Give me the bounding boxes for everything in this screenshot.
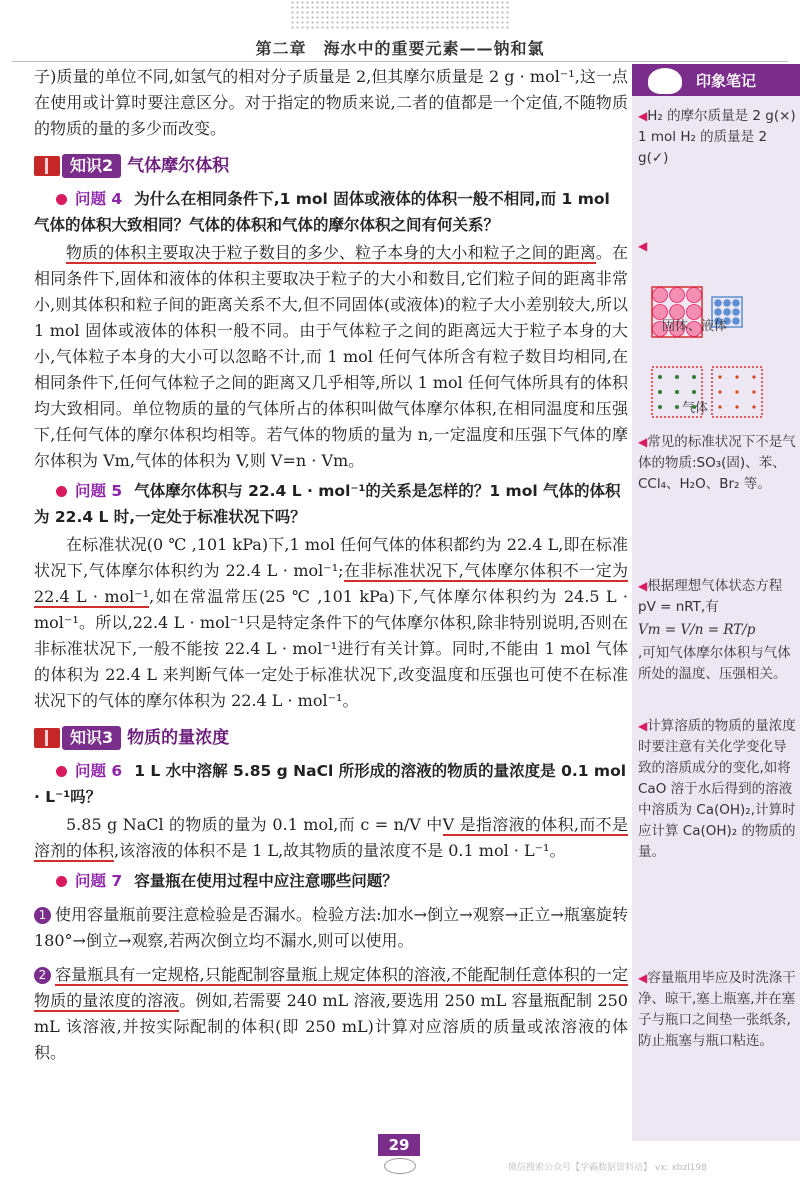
step-number: 1: [34, 907, 51, 924]
pencil-icon: [56, 194, 67, 205]
answer-5: [34, 532, 628, 714]
triangle-marker-icon: ◀: [638, 971, 648, 985]
header-divider: [12, 61, 788, 62]
section-title: 物质的量浓度: [127, 728, 230, 748]
step-1: [34, 902, 628, 954]
note-text: 容量瓶用毕应及时洗涤干净、晾干,塞上瓶塞,并在塞子与瓶口之间垫一张纸条,防止瓶塞与瓶口粘连。: [638, 970, 796, 1049]
chapter-title: 第二章 海水中的重要元素——钠和氯: [255, 39, 545, 58]
triangle-marker-icon: ◀: [638, 719, 648, 733]
key-point-underline: V 是指溶液的体积,而不是溶剂的体积: [34, 815, 628, 860]
book-icon: [34, 728, 60, 748]
question-text: 为什么在相同条件下,1 mol 固体或液体的体积一般不相同,而 1 mol 气体的体积大致相同？气体的体积和气体的摩尔体积之间有何关系？: [34, 190, 610, 234]
question-6: [34, 758, 628, 810]
note-text: 1 mol H₂ 的质量是 2 g(✓): [638, 129, 768, 166]
solid-liquid-label: 固体、液体: [662, 319, 728, 334]
ideal-gas-formula: Vm = V/n = RT/p: [638, 622, 756, 638]
triangle-marker-icon: ◀: [638, 239, 648, 253]
step-number: 2: [34, 967, 51, 984]
answer-4: [34, 240, 628, 474]
section-tag: 知识2: [62, 154, 121, 178]
triangle-marker-icon: ◀: [638, 109, 648, 123]
note-text: H₂ 的摩尔质量是 2 g(×): [647, 108, 796, 124]
note-text: 根据理想气体状态方程 pV = nRT,有: [638, 578, 783, 615]
answer-text: 5.85 g NaCl 的物质的量为 0.1 mol,而 c = n/V 中: [66, 815, 443, 834]
question-text: 气体摩尔体积与 22.4 L · mol⁻¹的关系是怎样的？1 mol 气体的体积为 22.4 L 时,一定处于标准状况下吗？: [34, 482, 621, 526]
note-5: [638, 716, 796, 863]
answer-text: ,如在常温常压(25 ℃ ,101 kPa)下,气体摩尔体积约为 24.5 L · mol⁻¹。所以,22.4 L · mol⁻¹只是特定条件下的气体摩尔体积,除非特别说明,否则在非标准状况下,一般不能按 22.4 L · mol⁻¹进行有关计算。同时,不能由 1 mol 气体的体积为 22.4 L 来判断气体一定处于标准状况下,改变温度和压强也可使不在标准状况下的气体的摩尔体积为 22.4 L · mol⁻¹。: [34, 587, 628, 710]
note-6: [638, 968, 796, 1052]
step-text: 使用容量瓶前要注意检验是否漏水。检验方法:加水→倒立→观察→正立→瓶塞旋转 180°→倒立→观察,若两次倒立均不漏水,则可以使用。: [34, 905, 628, 950]
pencil-icon: [56, 876, 67, 887]
page-number: 29: [378, 1134, 420, 1156]
page-header: [0, 0, 800, 66]
answer-text: 。在相同条件下,固体和液体的体积主要取决于粒子的大小和数目,它们粒子间的距离非常小,则其体积和粒子间的距离关系不大,但不同固体(或液体)的粒子大小差别较大,所以 1 mol 固体或液体的体积一般不同。由于气体粒子之间的距离远大于粒子本身的大小,气体粒子本身的大小可以忽略不计,而 1 mol 任何气体所含有粒子数目均相同,在相同条件下,任何气体粒子之间的距离又几乎相等,所以 1 mol 任何气体所具有的体积均大致相同。单位物质的量的气体所占的体积叫做气体摩尔体积,在相同温度和压强下,任何气体的摩尔体积均相等。若气体的物质的量为 n,一定温度和压强下气体的摩尔体积为 Vm,气体的体积为 V,则 V=n · Vm。: [34, 243, 628, 470]
pencil-icon: [56, 766, 67, 777]
section-title: 气体摩尔体积: [127, 156, 230, 176]
question-4: [34, 186, 628, 238]
answer-6: [34, 812, 628, 864]
mascot-icon: [646, 66, 684, 96]
note-1: [638, 106, 796, 169]
question-5: [34, 478, 628, 530]
notes-title: 印象笔记: [696, 72, 757, 90]
intro-paragraph: 子)质量的单位不同,如氢气的相对分子质量是 2,但其摩尔质量是 2 g · mol⁻¹,这一点在使用或计算时要注意区分。对于指定的物质来说,二者的值都是一个定值,不随物质的物质的量的多少而改变。: [34, 67, 628, 138]
note-4: [638, 576, 796, 685]
answer-text: 在标准状况(0 ℃ ,101 kPa)下,1 mol 任何气体的体积都约为 22.4 L,即在标准状况下,气体摩尔体积约为 22.4 L · mol⁻¹;: [34, 535, 628, 580]
note-3: [638, 432, 796, 495]
step-text: 。例如,若需要 240 mL 溶液,要选用 250 mL 容量瓶配制 250 mL 该溶液,并按实际配制的体积(即 250 mL)计算对应溶质的质量或浓溶液的体积。: [34, 991, 628, 1062]
triangle-marker-icon: ◀: [638, 435, 648, 449]
bird-decoration-icon: [384, 1158, 416, 1174]
key-point-underline: 物质的体积主要取决于粒子数目的多少、粒子本身的大小和粒子之间的距离: [66, 243, 596, 262]
note-text: 常见的标准状况下不是气体的物质:SO₃(固)、苯、CCl₄、H₂O、Br₂ 等。: [638, 434, 796, 492]
watermark-text: 微信搜索公众号【学霸数据资料站】 vx: xbzl198: [508, 1163, 707, 1173]
gas-label: 气体: [682, 401, 709, 416]
question-label: 问题 6: [75, 762, 123, 780]
pencil-icon: [56, 486, 67, 497]
header-pattern: [290, 0, 510, 30]
step-2: [34, 962, 628, 1066]
main-content: [34, 64, 628, 1068]
notes-sidebar: [632, 64, 800, 1141]
book-icon: [34, 156, 60, 176]
question-7: [34, 868, 628, 894]
key-point-underline: 在非标准状况下,气体摩尔体积不一定为 22.4 L · mol⁻¹: [34, 561, 628, 606]
note-text: 计算溶质的物质的量浓度时要注意有关化学变化导致的溶质成分的变化,如将 CaO 溶于水后得到的溶液中溶质为 Ca(OH)₂,计算时应计算 Ca(OH)₂ 的物质的量。: [638, 718, 796, 860]
section-heading-3: [34, 724, 628, 752]
key-point-underline: 容量瓶具有一定规格,只能配制容量瓶上规定体积的溶液,不能配制任意体积的一定物质的量浓度的溶液: [34, 965, 628, 1010]
note-text: ,可知气体摩尔体积与气体所处的温度、压强相关。: [638, 645, 791, 682]
answer-text: ,该溶液的体积不是 1 L,故其物质的量浓度不是 0.1 mol · L⁻¹。: [114, 841, 566, 860]
question-text: 1 L 水中溶解 5.85 g NaCl 所形成的溶液的物质的量浓度是 0.1 mol · L⁻¹吗？: [34, 762, 627, 806]
question-text: 容量瓶在使用过程中应注意哪些问题？: [134, 872, 398, 890]
section-heading-2: [34, 152, 628, 180]
question-label: 问题 5: [75, 482, 123, 500]
question-label: 问题 7: [75, 872, 123, 890]
notes-header: [632, 64, 800, 96]
question-label: 问题 4: [75, 190, 123, 208]
section-tag: 知识3: [62, 726, 121, 750]
triangle-marker-icon: ◀: [638, 579, 648, 593]
